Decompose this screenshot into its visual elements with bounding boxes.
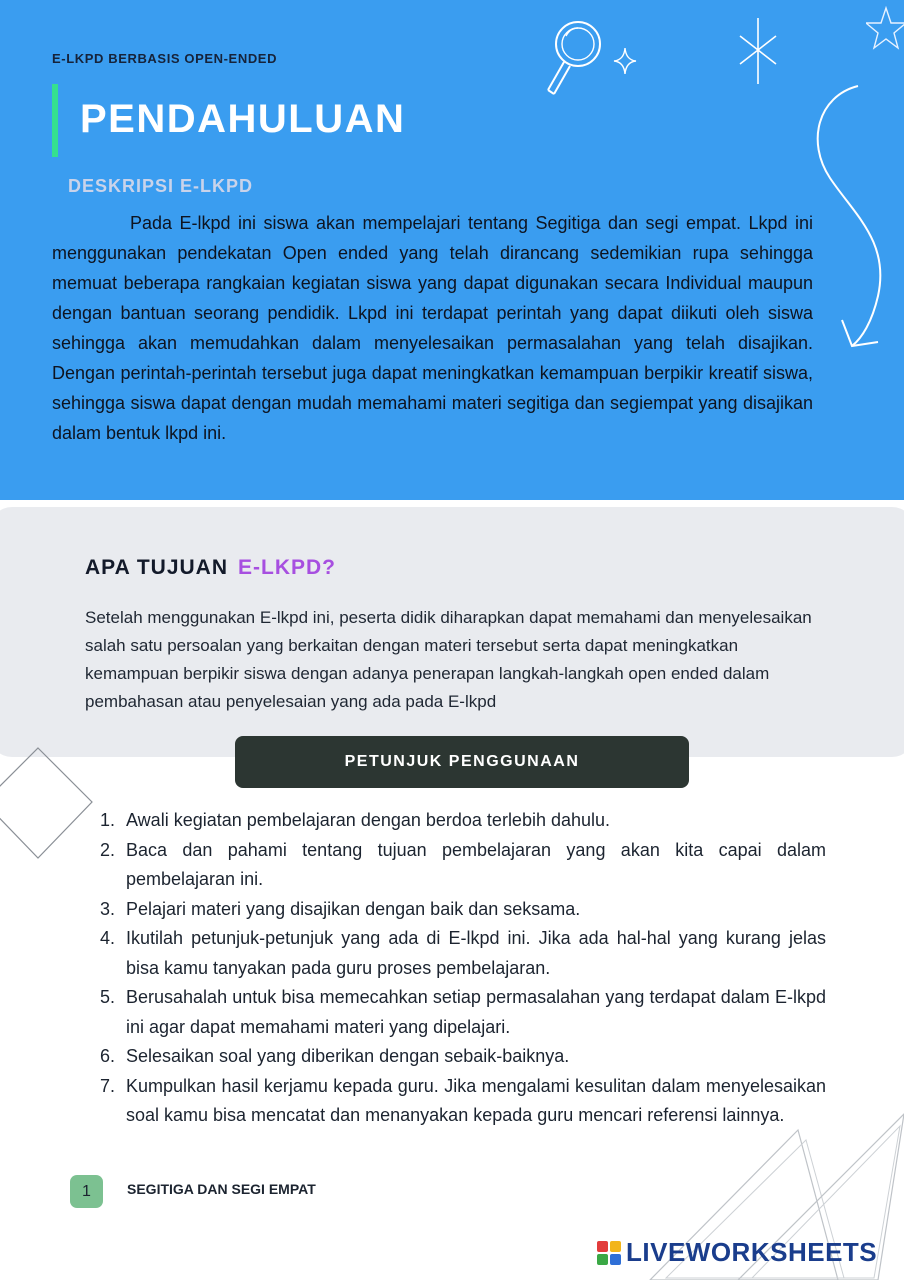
- star-icon: [866, 6, 904, 52]
- page-title: PENDAHULUAN: [80, 97, 406, 141]
- goal-body: Setelah menggunakan E-lkpd ini, peserta didik diharapkan dapat memahami dan menyelesaikan salah satu persoalan yang berkaitan dengan materi tersebut serta dapat meningkatkan kemampuan berpikir siswa dengan adanya penerapan langkah-langkah open ended dalam pembahasan atau penyelesaian yang ada pada E-lkpd: [85, 608, 812, 711]
- list-item: 5. Berusahalah untuk bisa memecahkan setiap permasalahan yang terdapat dalam E-lkpd ini agar dapat memahami materi yang dipelajari.: [100, 987, 826, 1037]
- list-item: 2. Baca dan pahami tentang tujuan pembelajaran yang akan kita capai dalam pembelajaran ini.: [100, 839, 826, 889]
- goal-title-main: APA TUJUAN: [85, 556, 229, 579]
- list-item: 4. Ikutilah petunjuk-petunjuk yang ada di E-lkpd ini. Jika ada hal-hal yang kurang jelas bisa kamu tanyakan pada guru proses pembelajaran.: [100, 928, 826, 978]
- kicker-label: E-LKPD BERBASIS OPEN-ENDED: [52, 51, 278, 66]
- curved-arrow-icon: [806, 82, 896, 354]
- goal-title-highlight: E-LKPD?: [238, 556, 337, 579]
- sparkle-icon: [736, 16, 780, 86]
- list-item: 7. Kumpulkan hasil kerjamu kepada guru. Jika mengalami kesulitan dalam menyelesaikan soal kamu bisa mencatat dan menanyakan kepada guru mencari referensi lainnya.: [100, 1075, 826, 1125]
- description-text: Pada E-lkpd ini siswa akan mempelajari tentang Segitiga dan segi empat. Lkpd ini menggunakan pendekatan Open ended yang telah dirancang sedemikian rupa sehingga memuat beberapa rangkaian kegiatan siswa yang dapat digunakan secara Individual maupun dengan bantuan seorang pendidik. Lkpd ini terdapat perintah yang dapat diikuti oleh siswa sehingga akan memudahkan dalam menyelesaikan permasalahan yang telah disajikan. Dengan perintah-perintah tersebut juga dapat meningkatkan kemampuan berpikir kreatif siswa, sehingga siswa dapat dengan mudah memahami materi segitiga dan segiempat yang disajikan dalam bentuk lkpd ini.: [52, 213, 813, 443]
- page-number-badge: 1: [70, 1175, 103, 1208]
- intro-section: [0, 0, 904, 500]
- list-item: 6. Selesaikan soal yang diberikan dengan sebaik-baiknya.: [100, 1046, 570, 1066]
- list-item: 3. Pelajari materi yang disajikan dengan baik dan seksama.: [100, 898, 581, 919]
- instructions-banner: PETUNJUK PENGGUNAAN: [235, 736, 689, 788]
- liveworksheets-logo-icon: [596, 1240, 622, 1266]
- goal-title: [85, 556, 336, 580]
- footer-title: SEGITIGA DAN SEGI EMPAT: [127, 1181, 316, 1197]
- section-subtitle: DESKRIPSI E-LKPD: [68, 176, 254, 196]
- sparkle-icon: [612, 46, 638, 76]
- brand-name: LIVEWORKSHEETS: [626, 1237, 878, 1267]
- instructions-list: [100, 806, 826, 1131]
- magnifier-icon: [536, 14, 616, 106]
- accent-bar: [52, 84, 58, 157]
- diamond-outline-icon: [0, 744, 96, 864]
- description-paragraph: [52, 208, 813, 448]
- brand-watermark: [596, 1237, 877, 1268]
- list-item: 1. Awali kegiatan pembelajaran dengan berdoa terlebih dahulu.: [100, 810, 611, 830]
